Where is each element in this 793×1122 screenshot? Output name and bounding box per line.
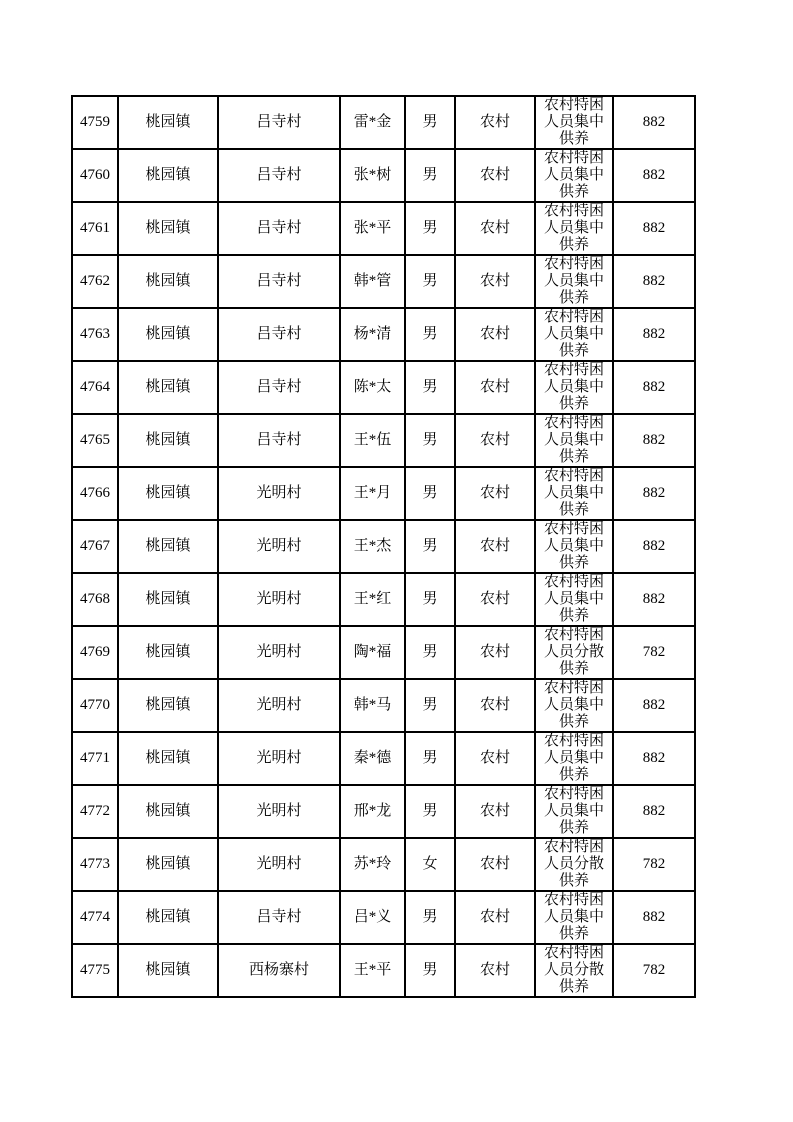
cell-serial-number: 4767 [72,520,118,573]
cell-serial-number: 4761 [72,202,118,255]
table-row [72,467,695,520]
cell-person-name: 韩*管 [340,255,405,308]
cell-assistance-category: 农村特困人员集中供养 [535,573,613,626]
table-row [72,255,695,308]
cell-town: 桃园镇 [118,573,218,626]
cell-gender: 男 [405,944,455,997]
cell-town: 桃园镇 [118,679,218,732]
cell-gender: 男 [405,202,455,255]
table-row [72,149,695,202]
cell-person-name: 杨*清 [340,308,405,361]
cell-area-type: 农村 [455,679,535,732]
cell-amount: 882 [613,520,695,573]
cell-assistance-category: 农村特困人员分散供养 [535,838,613,891]
cell-town: 桃园镇 [118,838,218,891]
cell-amount: 882 [613,732,695,785]
cell-person-name: 王*月 [340,467,405,520]
cell-person-name: 吕*义 [340,891,405,944]
cell-area-type: 农村 [455,202,535,255]
cell-gender: 男 [405,308,455,361]
cell-serial-number: 4771 [72,732,118,785]
cell-amount: 882 [613,308,695,361]
cell-serial-number: 4775 [72,944,118,997]
table-row [72,308,695,361]
table-row [72,785,695,838]
cell-amount: 782 [613,944,695,997]
table-row [72,626,695,679]
cell-area-type: 农村 [455,414,535,467]
cell-area-type: 农村 [455,308,535,361]
cell-assistance-category: 农村特困人员集中供养 [535,520,613,573]
cell-village: 吕寺村 [218,202,340,255]
cell-amount: 882 [613,149,695,202]
cell-village: 吕寺村 [218,149,340,202]
cell-area-type: 农村 [455,467,535,520]
records-table [71,95,696,998]
cell-person-name: 邢*龙 [340,785,405,838]
cell-town: 桃园镇 [118,202,218,255]
cell-town: 桃园镇 [118,414,218,467]
cell-amount: 882 [613,202,695,255]
cell-town: 桃园镇 [118,944,218,997]
cell-gender: 男 [405,679,455,732]
cell-town: 桃园镇 [118,626,218,679]
cell-serial-number: 4772 [72,785,118,838]
cell-village: 光明村 [218,467,340,520]
cell-amount: 882 [613,679,695,732]
cell-gender: 男 [405,891,455,944]
table-row [72,838,695,891]
cell-gender: 男 [405,149,455,202]
cell-town: 桃园镇 [118,361,218,414]
cell-area-type: 农村 [455,573,535,626]
table-row [72,732,695,785]
cell-area-type: 农村 [455,361,535,414]
cell-village: 吕寺村 [218,255,340,308]
cell-village: 光明村 [218,732,340,785]
cell-area-type: 农村 [455,149,535,202]
cell-amount: 882 [613,891,695,944]
cell-assistance-category: 农村特困人员集中供养 [535,891,613,944]
cell-assistance-category: 农村特困人员集中供养 [535,308,613,361]
table-row [72,520,695,573]
cell-assistance-category: 农村特困人员集中供养 [535,679,613,732]
cell-town: 桃园镇 [118,732,218,785]
cell-person-name: 张*平 [340,202,405,255]
table-row [72,96,695,149]
cell-town: 桃园镇 [118,785,218,838]
cell-assistance-category: 农村特困人员集中供养 [535,467,613,520]
cell-amount: 882 [613,361,695,414]
cell-area-type: 农村 [455,732,535,785]
cell-person-name: 秦*德 [340,732,405,785]
cell-person-name: 苏*玲 [340,838,405,891]
cell-area-type: 农村 [455,96,535,149]
cell-amount: 782 [613,626,695,679]
cell-village: 吕寺村 [218,361,340,414]
cell-person-name: 张*树 [340,149,405,202]
cell-town: 桃园镇 [118,255,218,308]
cell-serial-number: 4773 [72,838,118,891]
cell-town: 桃园镇 [118,520,218,573]
cell-amount: 882 [613,414,695,467]
cell-gender: 男 [405,96,455,149]
cell-village: 吕寺村 [218,308,340,361]
cell-gender: 男 [405,467,455,520]
cell-gender: 女 [405,838,455,891]
cell-serial-number: 4764 [72,361,118,414]
cell-area-type: 农村 [455,520,535,573]
cell-gender: 男 [405,414,455,467]
cell-assistance-category: 农村特困人员集中供养 [535,361,613,414]
cell-village: 光明村 [218,838,340,891]
cell-village: 光明村 [218,520,340,573]
cell-gender: 男 [405,255,455,308]
cell-area-type: 农村 [455,626,535,679]
cell-person-name: 王*杰 [340,520,405,573]
cell-gender: 男 [405,732,455,785]
cell-serial-number: 4762 [72,255,118,308]
cell-village: 西杨寨村 [218,944,340,997]
table-row [72,944,695,997]
cell-person-name: 韩*马 [340,679,405,732]
cell-assistance-category: 农村特困人员集中供养 [535,785,613,838]
cell-person-name: 雷*金 [340,96,405,149]
table-row [72,414,695,467]
cell-amount: 782 [613,838,695,891]
cell-village: 吕寺村 [218,96,340,149]
cell-serial-number: 4766 [72,467,118,520]
cell-gender: 男 [405,573,455,626]
cell-amount: 882 [613,96,695,149]
cell-town: 桃园镇 [118,891,218,944]
cell-gender: 男 [405,626,455,679]
cell-person-name: 王*伍 [340,414,405,467]
cell-assistance-category: 农村特困人员集中供养 [535,149,613,202]
cell-village: 吕寺村 [218,414,340,467]
cell-serial-number: 4769 [72,626,118,679]
cell-assistance-category: 农村特困人员集中供养 [535,732,613,785]
cell-area-type: 农村 [455,785,535,838]
cell-gender: 男 [405,785,455,838]
cell-amount: 882 [613,573,695,626]
cell-serial-number: 4765 [72,414,118,467]
cell-assistance-category: 农村特困人员集中供养 [535,202,613,255]
table-row [72,891,695,944]
cell-gender: 男 [405,361,455,414]
cell-amount: 882 [613,255,695,308]
cell-serial-number: 4768 [72,573,118,626]
cell-town: 桃园镇 [118,308,218,361]
cell-town: 桃园镇 [118,467,218,520]
table-row [72,202,695,255]
cell-serial-number: 4763 [72,308,118,361]
cell-gender: 男 [405,520,455,573]
cell-person-name: 王*红 [340,573,405,626]
cell-amount: 882 [613,785,695,838]
table-row [72,361,695,414]
table-row [72,573,695,626]
cell-person-name: 陈*太 [340,361,405,414]
cell-area-type: 农村 [455,255,535,308]
cell-assistance-category: 农村特困人员分散供养 [535,944,613,997]
cell-serial-number: 4774 [72,891,118,944]
cell-village: 光明村 [218,573,340,626]
cell-village: 光明村 [218,626,340,679]
cell-serial-number: 4759 [72,96,118,149]
cell-village: 吕寺村 [218,891,340,944]
cell-person-name: 陶*福 [340,626,405,679]
cell-town: 桃园镇 [118,96,218,149]
table-body [72,96,695,997]
cell-village: 光明村 [218,679,340,732]
cell-assistance-category: 农村特困人员集中供养 [535,414,613,467]
cell-person-name: 王*平 [340,944,405,997]
cell-serial-number: 4760 [72,149,118,202]
table-row [72,679,695,732]
cell-assistance-category: 农村特困人员集中供养 [535,255,613,308]
cell-assistance-category: 农村特困人员分散供养 [535,626,613,679]
cell-town: 桃园镇 [118,149,218,202]
cell-amount: 882 [613,467,695,520]
cell-serial-number: 4770 [72,679,118,732]
cell-assistance-category: 农村特困人员集中供养 [535,96,613,149]
cell-area-type: 农村 [455,891,535,944]
cell-area-type: 农村 [455,838,535,891]
cell-village: 光明村 [218,785,340,838]
cell-area-type: 农村 [455,944,535,997]
